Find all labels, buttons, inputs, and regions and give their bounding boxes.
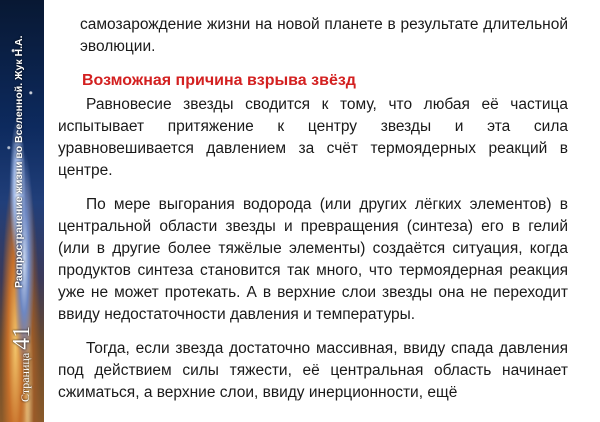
paragraph-hydrogen-burnout: По мере выгорания водорода (или других лёгких элементов) в центральной области звезды и превращения (синтеза) его в гелий (или в другие более тяжёлые элементы) создаётся ситуация, когда продуктов синтеза становится так много, что термоядерная реакция уже не может протекать. А в верхние слои звезды она не переходит ввиду недостаточности давления и температуры. (58, 196, 568, 323)
bullet-item (58, 14, 568, 58)
page-number: 41 (9, 325, 35, 350)
page-indicator (9, 326, 36, 402)
section-heading: Возможная причина взрыва звёзд (82, 72, 356, 89)
main-text-column (58, 14, 568, 416)
paragraph-equilibrium: Равновесие звезды сводится к тому, что любая её частица испытывает притяжение к центру звезды и эта сила уравновешивается давлением за счёт термоядерных реакций в центре. (58, 96, 568, 179)
side-banner-title: Распространение жизни во Вселенной. Жук Н.А. (13, 35, 25, 288)
bullet-text: самозарождение жизни на новой планете в результате длительной эволюции. (80, 16, 568, 55)
page-word: Страница (18, 352, 32, 402)
paragraph-core-collapse: Тогда, если звезда достаточно массивная, ввиду спада давления под действием силы тяжести, её центральная область начинает сжиматься, а верхние слои, ввиду инерционности, ещё (58, 340, 568, 401)
cosmic-side-banner (0, 0, 44, 422)
